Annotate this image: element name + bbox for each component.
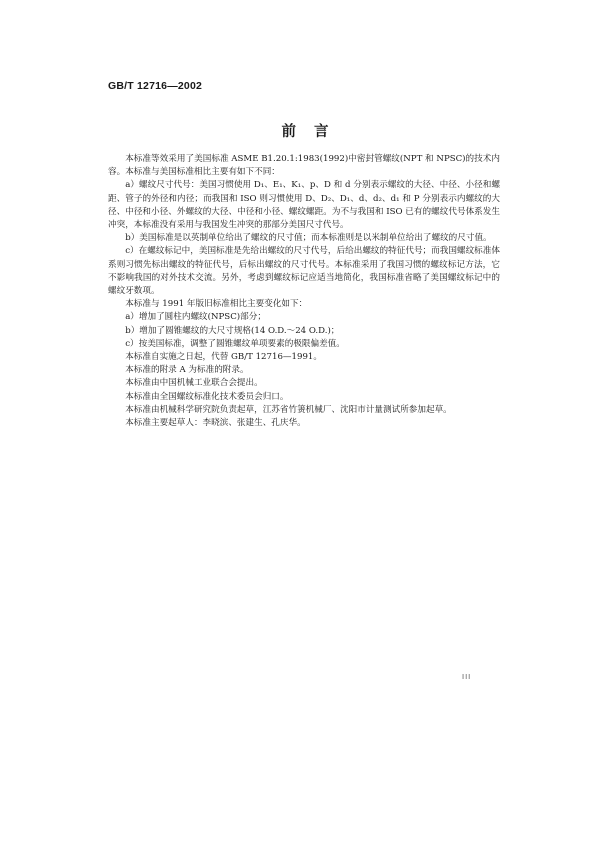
paragraph-replaces: 本标准自实施之日起，代替 GB/T 12716—1991。 [125,352,322,363]
paragraph-centralized-by: 本标准由全国螺纹标准化技术委员会归口。 [125,391,289,402]
paragraph-changes-intro: 本标准与 1991 年版旧标准相比主要变化如下： [125,299,308,310]
paragraph-change-b: b）增加了圆锥螺纹的大尺寸规格(14 O.D.～24 O.D.)； [125,325,340,336]
foreword-body [108,153,500,430]
page-number: III [462,672,472,681]
paragraph-change-c: c）按美国标准，调整了圆锥螺纹单项要素的极限偏差值。 [125,338,345,349]
paragraph-difference-b: b）美国标准是以英制单位给出了螺纹的尺寸值；而本标准则是以米制单位给出了螺纹的尺寸值。 [125,233,492,244]
paragraph-intro: 本标准等效采用了美国标准 ASME B1.20.1:1983(1992)中密封管螺纹(NPT 和 NPSC)的技术内容。本标准与美国标准相比主要有如下不同： [108,154,500,178]
paragraph-proposed-by: 本标准由中国机械工业联合会提出。 [125,378,263,389]
paragraph-drafters: 本标准主要起草人：李晓滨、张建生、孔庆华。 [125,418,306,429]
paragraph-appendix: 本标准的附录 A 为标准的附录。 [125,365,249,376]
paragraph-change-a: a）增加了圆柱内螺纹(NPSC)部分； [125,312,266,323]
page-title: 前言 [281,124,347,140]
paragraph-difference-c: c）在螺纹标记中，美国标准是先给出螺纹的尺寸代号，后给出螺纹的特征代号；而我国螺纹标准体系则习惯先标出螺纹的特征代号，后标出螺纹的尺寸代号。本标准采用了我国习惯的螺纹标记方法，它不影响我国的对外技术交流。另外，考虑到螺纹标记应适当地简化，我国标准省略了美国螺纹标记中的螺纹牙数项。 [108,246,500,297]
paragraph-difference-a: a）螺纹尺寸代号：美国习惯使用 D₁、E₁、K₁、p、D 和 d 分别表示螺纹的大径、中径、小径和螺距、管子的外径和内径；而我国和 ISO 则习惯使用 D、D₂、D₁、d、d₂、d₁ 和 P 分别表示内螺纹的大径、中径和小径、外螺纹的大径、中径和小径、螺纹螺距。为不与我国和 ISO 已有的螺纹代号体系发生冲突，本标准没有采用与我国发生冲突的那部分美国尺寸代号。 [108,180,500,231]
standard-code-header: GB/T 12716—2002 [108,80,203,92]
paragraph-drafted-by: 本标准由机械科学研究院负责起草，江苏省竹箦机械厂、沈阳市计量测试所参加起草。 [125,404,452,415]
